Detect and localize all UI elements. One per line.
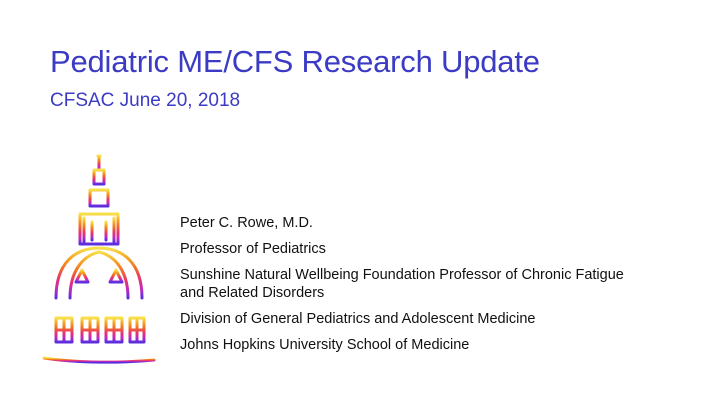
presenter-institution: Johns Hopkins University School of Medicine [180, 337, 470, 353]
presenter-division: Division of General Pediatrics and Adolescent Medicine [180, 311, 536, 327]
presenter-chair: Sunshine Natural Wellbeing Foundation Professor of Chronic Fatigue and Related Disorders [180, 267, 624, 301]
presenter-details [180, 214, 700, 362]
slide-title: Pediatric ME/CFS Research Update [50, 44, 540, 79]
presenter-name: Peter C. Rowe, M.D. [180, 215, 313, 231]
presenter-role: Professor of Pediatrics [180, 241, 326, 257]
slide-subtitle: CFSAC June 20, 2018 [50, 90, 241, 111]
hospital-dome-icon [40, 152, 160, 374]
